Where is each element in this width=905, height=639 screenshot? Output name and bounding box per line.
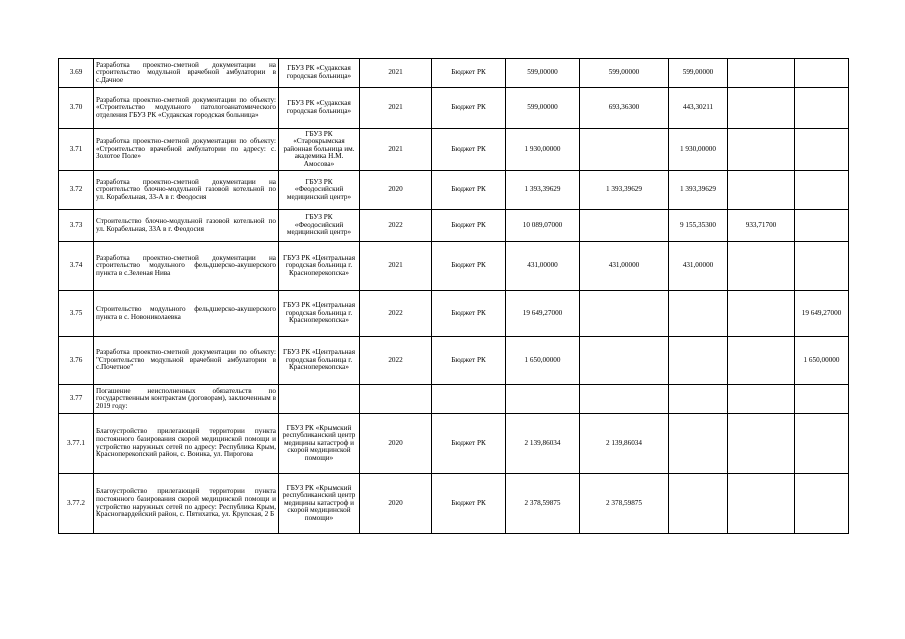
amount-2022-cell xyxy=(728,414,795,474)
amount-2020-cell xyxy=(580,291,669,337)
funding-source-cell: Бюджет РК xyxy=(432,242,506,291)
amount-2021-cell: 599,00000 xyxy=(669,59,728,88)
amount-2021-cell xyxy=(669,414,728,474)
amount-2021-cell: 1 930,00000 xyxy=(669,129,728,171)
amount-2022-cell xyxy=(728,291,795,337)
amount-2023-cell xyxy=(795,414,849,474)
amount-2020-cell: 693,36300 xyxy=(580,88,669,129)
description-cell: Благоустройство прилегающей территории пункта постоянного базирования скорой медицинской помощи и устройство наружных сетей по адресу: Республика Крым, Красноперекопский район, с. Воинка, ул. Пирогова xyxy=(94,414,279,474)
year-cell xyxy=(360,385,432,414)
year-cell: 2021 xyxy=(360,129,432,171)
row-number-cell: 3.75 xyxy=(59,291,94,337)
amount-2022-cell xyxy=(728,474,795,534)
amount-total-cell: 599,00000 xyxy=(506,59,580,88)
amount-2023-cell xyxy=(795,210,849,242)
organization-cell xyxy=(279,385,360,414)
year-cell: 2021 xyxy=(360,242,432,291)
amount-2020-cell: 431,00000 xyxy=(580,242,669,291)
organization-cell: ГБУЗ РК «Центральная городская больница г. Красноперекопска» xyxy=(279,337,360,385)
organization-cell: ГБУЗ РК «Крымский республиканский центр медицины катастроф и скорой медицинской помощи» xyxy=(279,474,360,534)
amount-2023-cell xyxy=(795,242,849,291)
amount-2021-cell xyxy=(669,474,728,534)
description-cell: Погашение неисполненных обязательств по государственным контрактам (договорам), заключенным в 2019 году: xyxy=(94,385,279,414)
organization-cell: ГБУЗ РК «Феодосийский медицинский центр» xyxy=(279,210,360,242)
amount-total-cell xyxy=(506,385,580,414)
organization-cell: ГБУЗ РК «Судакская городская больница» xyxy=(279,88,360,129)
organization-cell: ГБУЗ РК «Феодосийский медицинский центр» xyxy=(279,171,360,210)
description-cell: Разработка проектно-сметной документации по объекту: «Строительство модульного патологоанатомического отделения ГБУЗ РК «Судакская городская больница» xyxy=(94,88,279,129)
table-row xyxy=(59,59,849,88)
funding-source-cell: Бюджет РК xyxy=(432,291,506,337)
amount-2023-cell xyxy=(795,88,849,129)
row-number-cell: 3.77.1 xyxy=(59,414,94,474)
amount-total-cell: 599,00000 xyxy=(506,88,580,129)
row-number-cell: 3.69 xyxy=(59,59,94,88)
funding-source-cell: Бюджет РК xyxy=(432,88,506,129)
amount-2022-cell xyxy=(728,88,795,129)
amount-2023-cell: 1 650,00000 xyxy=(795,337,849,385)
amount-2023-cell: 19 649,27000 xyxy=(795,291,849,337)
amount-2021-cell xyxy=(669,385,728,414)
row-number-cell: 3.76 xyxy=(59,337,94,385)
amount-2023-cell xyxy=(795,171,849,210)
amount-2022-cell xyxy=(728,385,795,414)
amount-2022-cell xyxy=(728,59,795,88)
row-number-cell: 3.77 xyxy=(59,385,94,414)
amount-2021-cell: 1 393,39629 xyxy=(669,171,728,210)
amount-2020-cell xyxy=(580,337,669,385)
amount-2022-cell xyxy=(728,171,795,210)
amount-2023-cell xyxy=(795,59,849,88)
year-cell: 2020 xyxy=(360,414,432,474)
amount-2020-cell xyxy=(580,385,669,414)
table-row xyxy=(59,337,849,385)
organization-cell: ГБУЗ РК «Центральная городская больница г. Красноперекопска» xyxy=(279,291,360,337)
row-number-cell: 3.77.2 xyxy=(59,474,94,534)
funding-source-cell: Бюджет РК xyxy=(432,474,506,534)
amount-2021-cell xyxy=(669,291,728,337)
amount-2020-cell: 1 393,39629 xyxy=(580,171,669,210)
amount-total-cell: 1 930,00000 xyxy=(506,129,580,171)
table-row xyxy=(59,385,849,414)
amount-total-cell: 2 139,86034 xyxy=(506,414,580,474)
funding-source-cell xyxy=(432,385,506,414)
amount-2023-cell xyxy=(795,474,849,534)
amount-2020-cell: 2 139,86034 xyxy=(580,414,669,474)
table-row xyxy=(59,171,849,210)
amount-2020-cell xyxy=(580,210,669,242)
year-cell: 2021 xyxy=(360,59,432,88)
funding-source-cell: Бюджет РК xyxy=(432,414,506,474)
amount-2021-cell: 9 155,35300 xyxy=(669,210,728,242)
row-number-cell: 3.74 xyxy=(59,242,94,291)
amount-2023-cell xyxy=(795,129,849,171)
amount-total-cell: 19 649,27000 xyxy=(506,291,580,337)
amount-2021-cell: 443,30211 xyxy=(669,88,728,129)
table-row xyxy=(59,210,849,242)
amount-2020-cell xyxy=(580,129,669,171)
amount-2020-cell: 2 378,59875 xyxy=(580,474,669,534)
table-row xyxy=(59,474,849,534)
description-cell: Строительство блочно-модульной газовой котельной по ул. Корабельная, 33А в г. Феодосия xyxy=(94,210,279,242)
table-row xyxy=(59,242,849,291)
year-cell: 2022 xyxy=(360,291,432,337)
organization-cell: ГБУЗ РК «Старокрымская районная больница им. академика Н.М. Амосова» xyxy=(279,129,360,171)
description-cell: Разработка проектно-сметной документации на строительство модульного фельдшерско-акушерского пункта в с.Зеленая Нива xyxy=(94,242,279,291)
year-cell: 2021 xyxy=(360,88,432,129)
amount-2021-cell xyxy=(669,337,728,385)
amount-2022-cell xyxy=(728,337,795,385)
row-number-cell: 3.71 xyxy=(59,129,94,171)
amount-2022-cell xyxy=(728,129,795,171)
table-row xyxy=(59,414,849,474)
funding-source-cell: Бюджет РК xyxy=(432,171,506,210)
description-cell: Разработка проектно-сметной документации по объекту: "Строительство модульной врачебной амбулатории в с.Почетное" xyxy=(94,337,279,385)
row-number-cell: 3.73 xyxy=(59,210,94,242)
amount-total-cell: 431,00000 xyxy=(506,242,580,291)
organization-cell: ГБУЗ РК «Центральная городская больница г. Красноперекопска» xyxy=(279,242,360,291)
amount-2022-cell: 933,71700 xyxy=(728,210,795,242)
description-cell: Разработка проектно-сметной документации на строительство блочно-модульной газовой котельной по ул. Корабельная, 33-А в г. Феодосия xyxy=(94,171,279,210)
amount-total-cell: 1 393,39629 xyxy=(506,171,580,210)
description-cell: Разработка проектно-сметной документации по объекту: «Строительство врачебной амбулатории по адресу: с. Золотое Поле» xyxy=(94,129,279,171)
description-cell: Благоустройство прилегающей территории пункта постоянного базирования скорой медицинской помощи и устройство наружных сетей по адресу: Республика Крым, Красногвардейский район, с. Пятихатка, ул. Крупская, 2 Б xyxy=(94,474,279,534)
amount-2021-cell: 431,00000 xyxy=(669,242,728,291)
amount-total-cell: 10 089,07000 xyxy=(506,210,580,242)
funding-source-cell: Бюджет РК xyxy=(432,129,506,171)
table-row xyxy=(59,88,849,129)
organization-cell: ГБУЗ РК «Крымский республиканский центр медицины катастроф и скорой медицинской помощи» xyxy=(279,414,360,474)
table-row xyxy=(59,291,849,337)
amount-2020-cell: 599,00000 xyxy=(580,59,669,88)
organization-cell: ГБУЗ РК «Судакская городская больница» xyxy=(279,59,360,88)
amount-total-cell: 2 378,59875 xyxy=(506,474,580,534)
description-cell: Разработка проектно-сметной документации на строительство модульной врачебной амбулатории в с.Дачное xyxy=(94,59,279,88)
year-cell: 2020 xyxy=(360,171,432,210)
funding-source-cell: Бюджет РК xyxy=(432,337,506,385)
amount-2023-cell xyxy=(795,385,849,414)
description-cell: Строительство модульного фельдшерско-акушерского пункта в с. Новониколаевка xyxy=(94,291,279,337)
amount-total-cell: 1 650,00000 xyxy=(506,337,580,385)
funding-source-cell: Бюджет РК xyxy=(432,210,506,242)
table-row xyxy=(59,129,849,171)
funding-source-cell: Бюджет РК xyxy=(432,59,506,88)
year-cell: 2022 xyxy=(360,210,432,242)
year-cell: 2022 xyxy=(360,337,432,385)
amount-2022-cell xyxy=(728,242,795,291)
row-number-cell: 3.72 xyxy=(59,171,94,210)
row-number-cell: 3.70 xyxy=(59,88,94,129)
budget-table xyxy=(58,58,849,534)
year-cell: 2020 xyxy=(360,474,432,534)
